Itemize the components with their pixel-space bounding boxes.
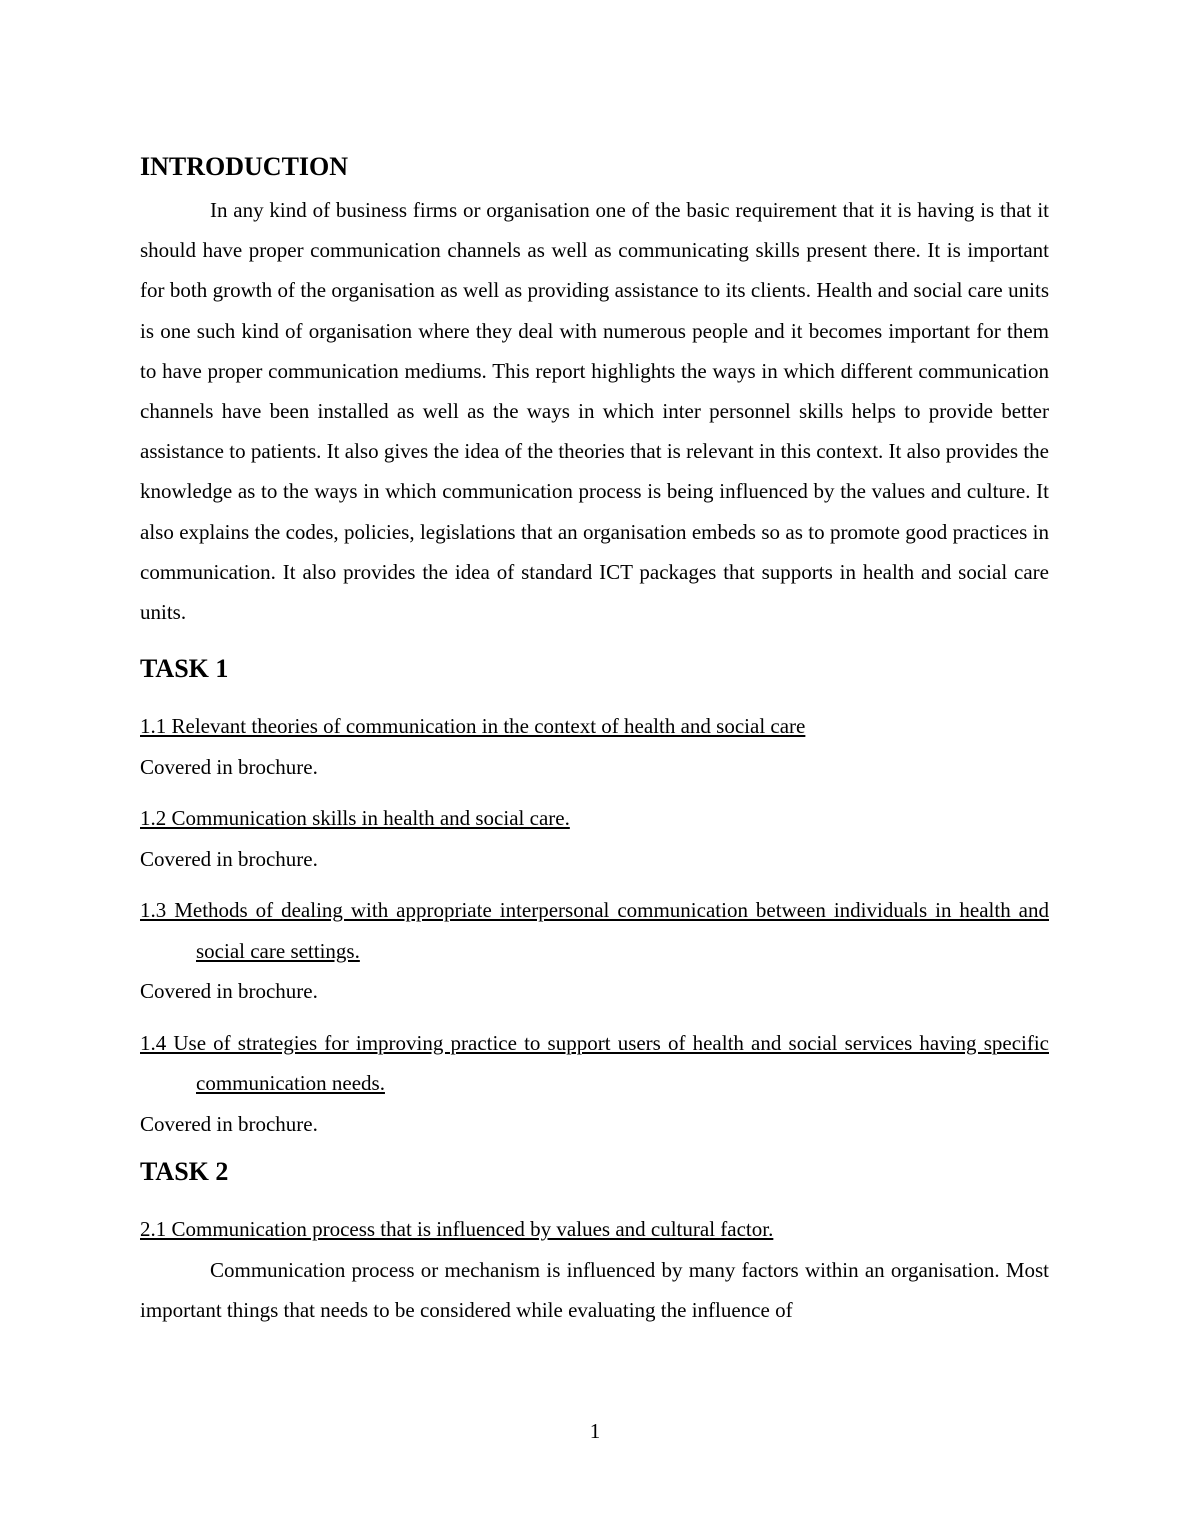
section-1-3-body: Covered in brochure. (140, 979, 318, 1004)
document-page (140, 150, 1049, 1330)
section-2-1-title: 2.1 Communication process that is influenced by values and cultural factor. (140, 1217, 774, 1242)
section-1-2 (140, 798, 1049, 879)
section-1-2-body: Covered in brochure. (140, 846, 318, 871)
section-2-1 (140, 1209, 1049, 1330)
task1-heading: TASK 1 (140, 654, 229, 684)
section-1-3-title: 1.3 Methods of dealing with appropriate interpersonal communication between individuals in health and social care settings. (140, 898, 1049, 963)
section-1-3 (140, 890, 1049, 1012)
task2-heading: TASK 2 (140, 1157, 229, 1187)
section-1-2-title: 1.2 Communication skills in health and social care. (140, 806, 570, 831)
section-1-4-body: Covered in brochure. (140, 1111, 318, 1136)
section-2-1-body: Communication process or mechanism is influenced by many factors within an organisation. Most important things that needs to be considered while evaluating the influence of (140, 1257, 1049, 1322)
section-1-1-body: Covered in brochure. (140, 754, 318, 779)
section-1-4-title: 1.4 Use of strategies for improving practice to support users of health and social services having specific communication needs. (140, 1030, 1049, 1096)
section-1-4 (140, 1023, 1049, 1145)
section-1-1 (140, 706, 1049, 787)
introduction-paragraph: In any kind of business firms or organisation one of the basic requirement that it is having is that it should have proper communication channels as well as communicating skills present there. It is important for both growth of the organisation as well as providing assistance to its clients. Health and social care units is one such kind of organisation where they deal with numerous people and it becomes important for them to have proper communication mediums. This report highlights the ways in which different communication channels have been installed as well as the ways in which inter personnel skills helps to provide better assistance to patients. It also gives the idea of the theories that is relevant in this context. It also provides the knowledge as to the ways in which communication process is being influenced by the values and culture. It also explains the codes, policies, legislations that an organisation embeds so as to promote good practices in communication. It also provides the idea of standard ICT packages that supports in health and social care units. (140, 198, 1049, 625)
page-number: 1 (589, 1419, 601, 1443)
section-1-1-title: 1.1 Relevant theories of communication in the context of health and social care (140, 714, 806, 739)
introduction-heading: INTRODUCTION (140, 152, 349, 181)
